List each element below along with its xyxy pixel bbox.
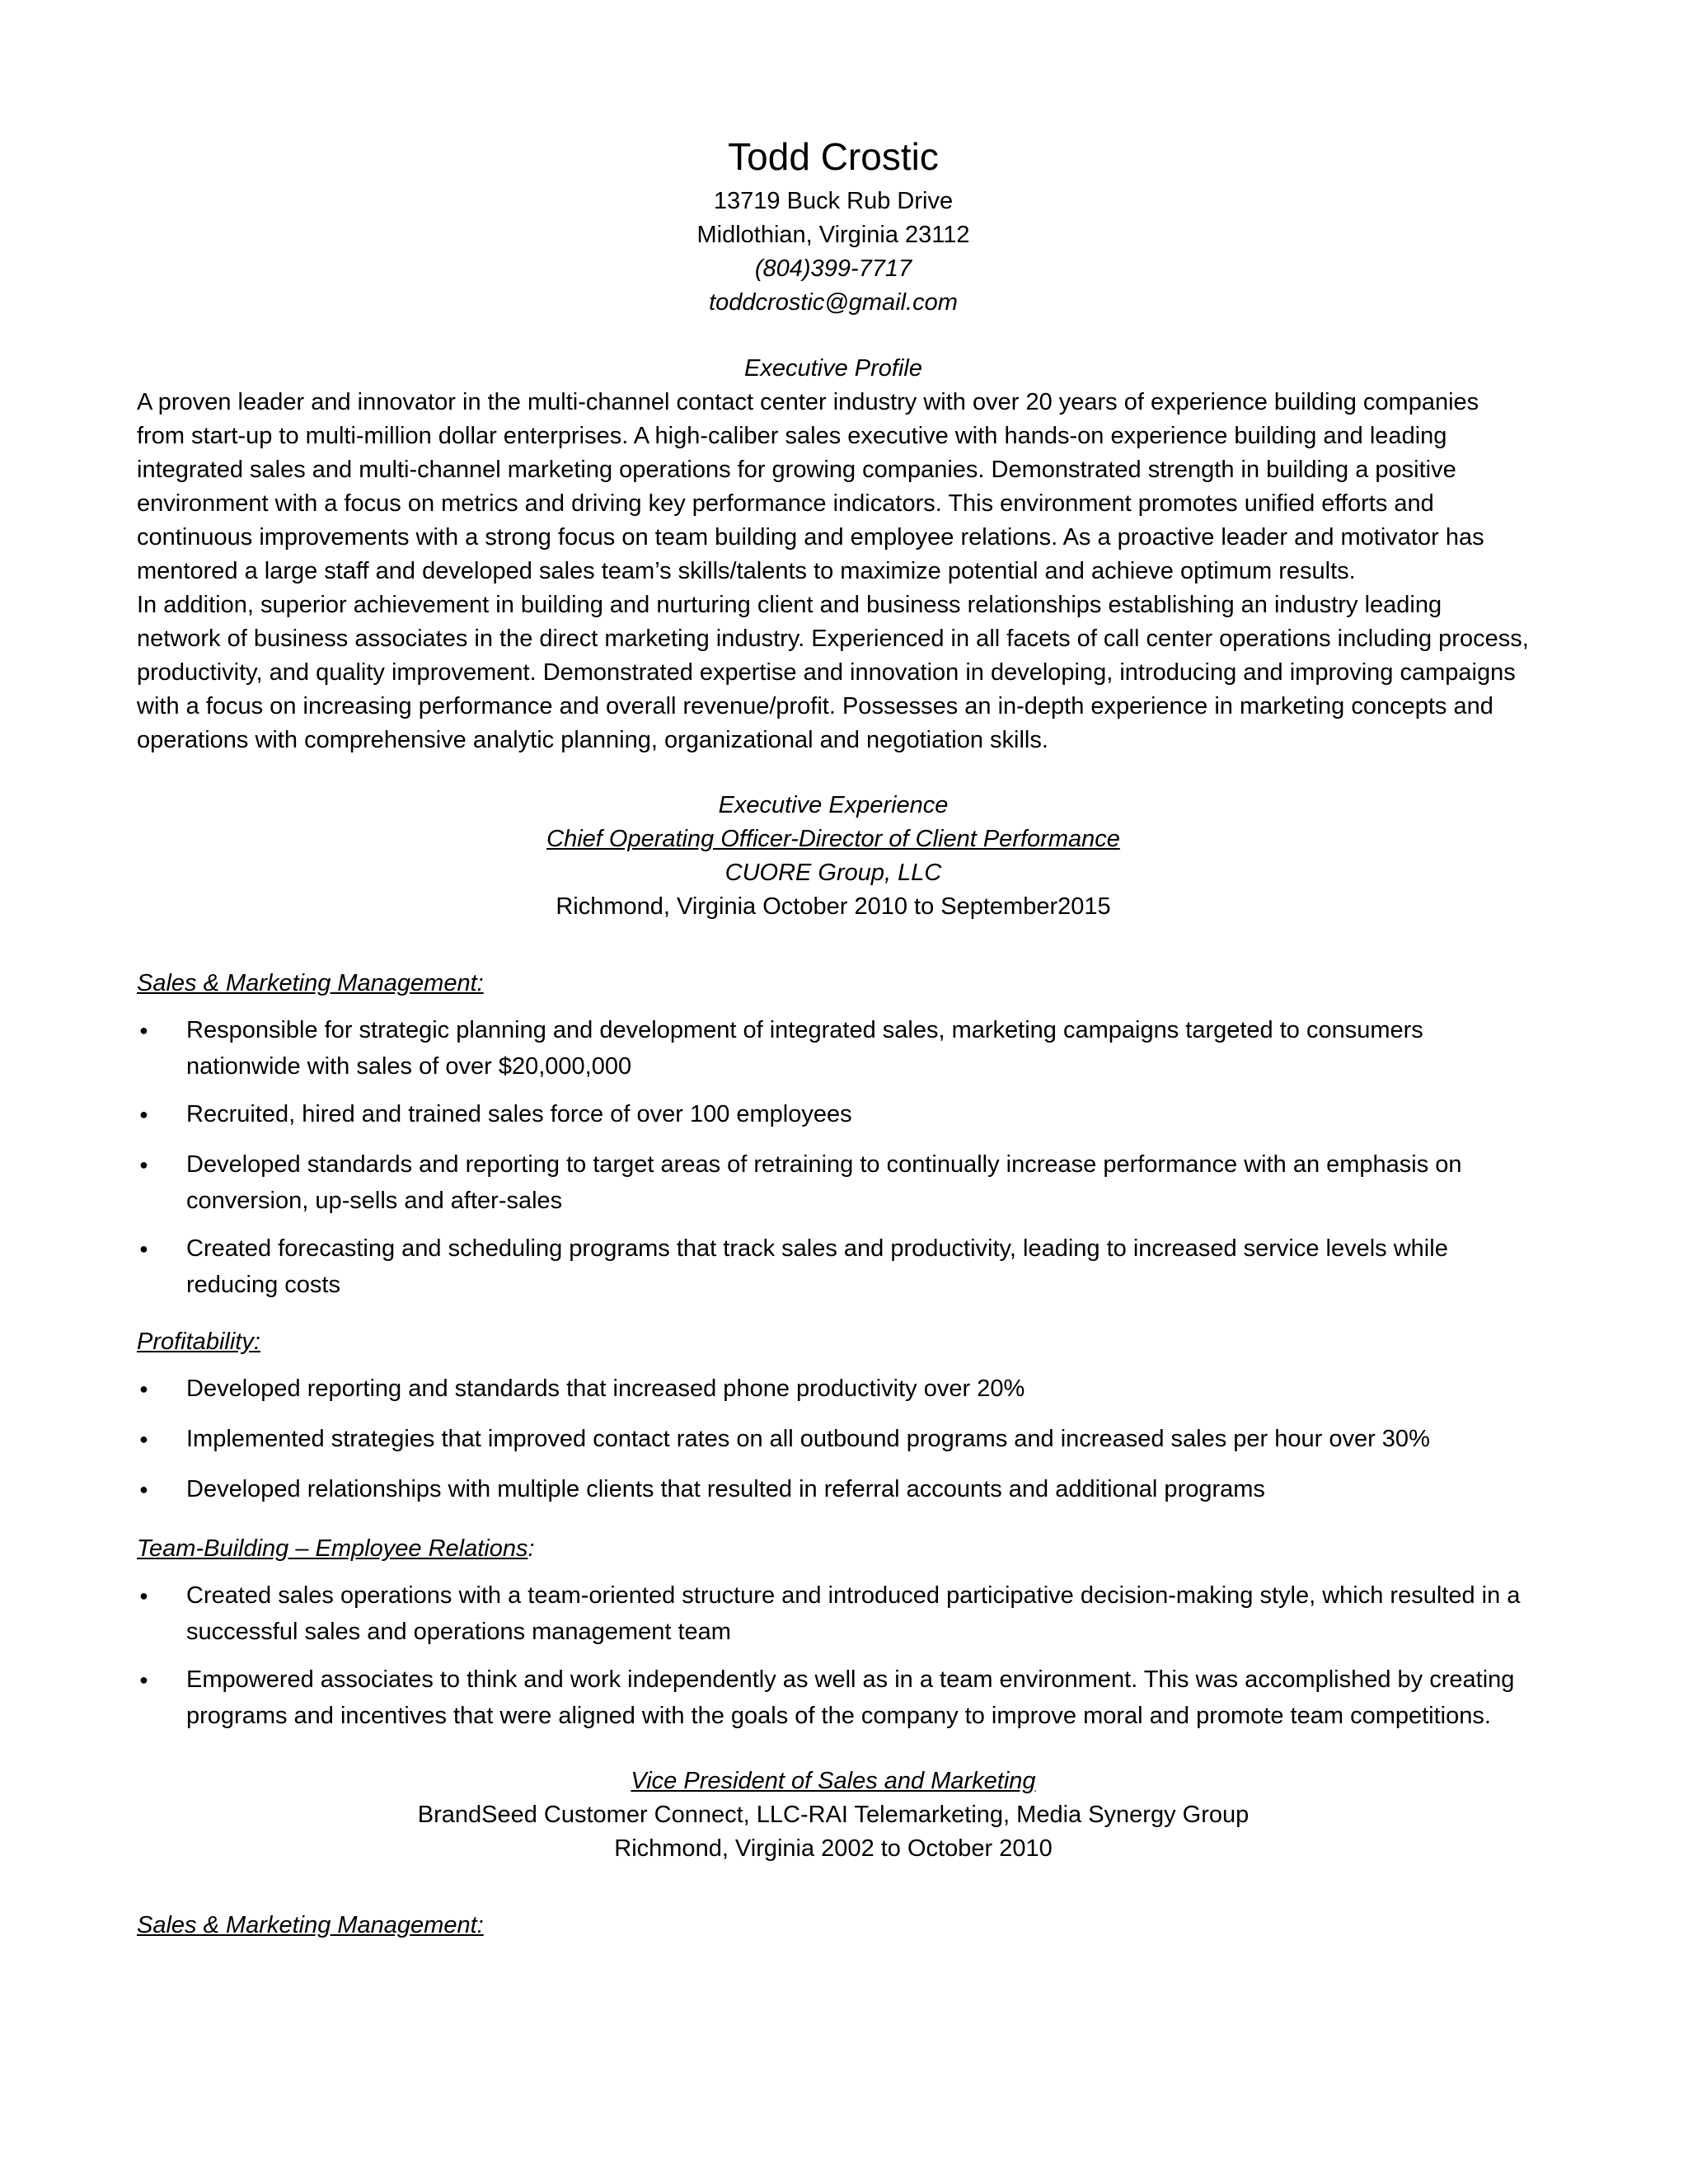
experience-heading: Executive Experience (718, 792, 949, 818)
email-address: toddcrostic@gmail.com (709, 289, 958, 316)
bullet-icon (137, 1014, 186, 1050)
job-1-team-bullets (137, 1579, 1530, 1733)
bullet-icon (137, 1372, 186, 1408)
city-state-zip: Midlothian, Virginia 23112 (696, 222, 970, 248)
list-item: ●Empowered associates to think and work independently as well as in a team environment. This was accomplished by creating programs and incentives that were aligned with the goals of the company to improve moral and promote team competitions. (137, 1663, 1530, 1733)
list-item: ●Created sales operations with a team-oriented structure and introduced participative decision-making style, which resulted in a successful sales and operations management team (137, 1579, 1530, 1649)
job-1-title: Chief Operating Officer-Director of Client Performance (546, 826, 1120, 852)
resume-page (137, 132, 1530, 1956)
phone-number: (804)399-7717 (754, 255, 912, 282)
job-2-location-dates: Richmond, Virginia 2002 to October 2010 (614, 1835, 1053, 1862)
list-item: ●Responsible for strategic planning and development of integrated sales, marketing campaigns targeted to consumers nationwide with sales of over $20,000,000 (137, 1014, 1530, 1084)
profile-paragraph-2: In addition, superior achievement in building and nurturing client and business relationships establishing an industry leading network of business associates in the direct marketing industry. Experienced in all facets of call center operations including process, productivity, and quality improvement. Demonstrated expertise and innovation in developing, introducing and improving campaigns with a focus on increasing performance and overall revenue/profit. Possesses an in-depth experience in marketing concepts and operations with comprehensive analytic planning, organizational and negotiation skills. (137, 592, 1529, 753)
bullet-icon (137, 1422, 186, 1459)
job-2-section-sales-heading: Sales & Marketing Management: (137, 1912, 484, 1938)
list-item: ●Developed standards and reporting to target areas of retraining to continually increase performance with an emphasis on conversion, up-sells and after-sales (137, 1148, 1530, 1218)
job-1-profitability-bullets (137, 1372, 1530, 1509)
list-item: ●Developed reporting and standards that increased phone productivity over 20% (137, 1372, 1530, 1408)
job-1-location-dates: Richmond, Virginia October 2010 to September2015 (556, 893, 1111, 920)
job-2-company: BrandSeed Customer Connect, LLC-RAI Telemarketing, Media Synergy Group (417, 1802, 1250, 1828)
contact-header (137, 132, 1530, 320)
job-2-title: Vice President of Sales and Marketing (631, 1768, 1036, 1794)
profile-heading: Executive Profile (744, 355, 922, 382)
job-1-section-profitability-heading: Profitability: (137, 1329, 260, 1355)
list-item: ●Recruited, hired and trained sales force of over 100 employees (137, 1098, 1530, 1134)
list-item: ●Developed relationships with multiple clients that resulted in referral accounts and additional programs (137, 1473, 1530, 1509)
street-address: 13719 Buck Rub Drive (713, 188, 954, 214)
job-1-company: CUORE Group, LLC (724, 860, 942, 886)
job-1-section-team-heading: Team-Building – Employee Relations: (137, 1535, 535, 1562)
bullet-icon (137, 1473, 186, 1509)
bullet-icon (137, 1663, 186, 1699)
candidate-name: Todd Crostic (728, 135, 939, 178)
bullet-icon (137, 1148, 186, 1184)
bullet-icon (137, 1098, 186, 1134)
list-item: ●Created forecasting and scheduling programs that track sales and productivity, leading to increased service levels while reducing costs (137, 1232, 1530, 1302)
job-1-sales-bullets (137, 1014, 1530, 1302)
profile-paragraph-1: A proven leader and innovator in the multi-channel contact center industry with over 20 years of experience building companies from start-up to multi-million dollar enterprises. A high-caliber sales executive with hands-on experience building and leading integrated sales and multi-channel marketing operations for growing companies. Demonstrated strength in building a positive environment with a focus on metrics and driving key performance indicators. This environment promotes unified efforts and continuous improvements with a strong focus on team building and employee relations. As a proactive leader and motivator has mentored a large staff and developed sales team’s skills/talents to maximize potential and achieve optimum results. (137, 389, 1484, 584)
list-item: ●Implemented strategies that improved contact rates on all outbound programs and increased sales per hour over 30% (137, 1422, 1530, 1459)
bullet-icon (137, 1579, 186, 1615)
job-1-header (137, 789, 1530, 924)
job-1-section-sales-heading: Sales & Marketing Management: (137, 970, 484, 996)
bullet-icon (137, 1232, 186, 1268)
job-2-header (137, 1765, 1530, 1866)
